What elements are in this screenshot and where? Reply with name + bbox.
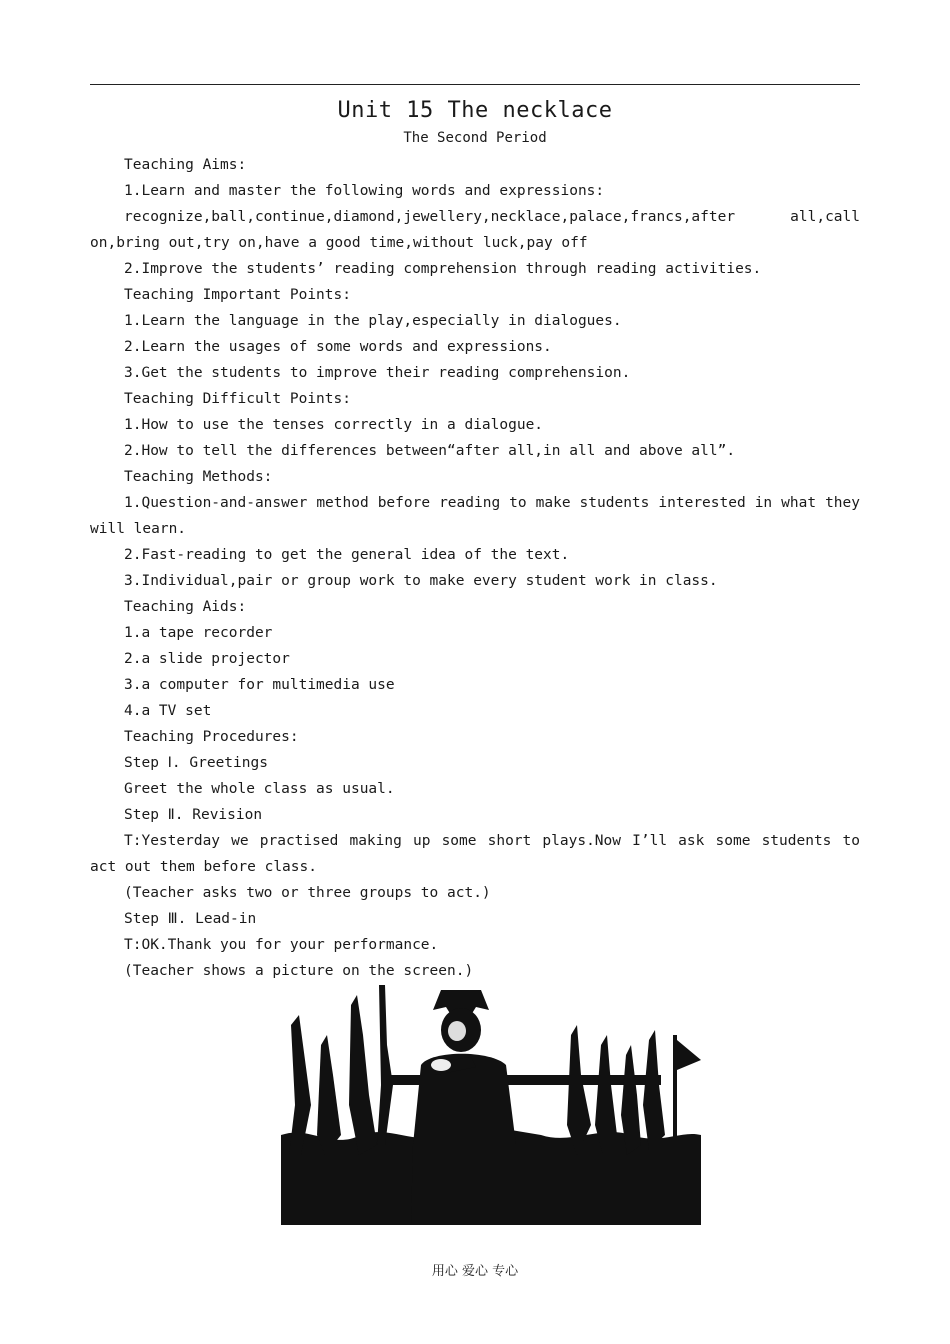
- list-item: 3.Get the students to improve their reading comprehension.: [124, 365, 631, 381]
- section-heading: Teaching Important Points:: [124, 287, 351, 303]
- step-heading: Step Ⅱ. Revision: [124, 807, 263, 823]
- page-footer: 用心 爱心 专心: [431, 1264, 519, 1279]
- list-item: 3.Individual,pair or group work to make every student work in class.: [124, 573, 718, 589]
- section-heading: Teaching Methods:: [124, 469, 273, 485]
- lesson-body: [90, 152, 860, 984]
- step-heading: Step Ⅲ. Lead-in: [124, 911, 257, 927]
- header-rule: [90, 84, 860, 85]
- section-heading: Teaching Procedures:: [124, 729, 299, 745]
- list-item: 4.a TV set: [124, 703, 212, 719]
- word-list-part: all,call: [790, 209, 860, 225]
- list-item: 1.Learn and master the following words and expressions:: [124, 183, 605, 199]
- list-item: 2.Improve the students’ reading comprehension through reading activities.: [124, 261, 762, 277]
- list-item: 3.a computer for multimedia use: [124, 677, 395, 693]
- page-title: Unit 15 The necklace: [337, 98, 613, 123]
- section-heading: Teaching Difficult Points:: [124, 391, 351, 407]
- list-item: 1.Learn the language in the play,especially in dialogues.: [124, 313, 622, 329]
- list-item: 2.a slide projector: [124, 651, 290, 667]
- word-list-part: recognize,ball,continue,diamond,jewellery,necklace,palace,francs,after: [124, 209, 736, 225]
- list-item: 1.a tape recorder: [124, 625, 273, 641]
- paragraph: (Teacher shows a picture on the screen.): [124, 963, 474, 979]
- paragraph: Greet the whole class as usual.: [124, 781, 395, 797]
- section-heading: Teaching Aims:: [124, 157, 247, 173]
- step-heading: Step Ⅰ. Greetings: [124, 755, 268, 771]
- list-item: 2.How to tell the differences between“after all,in all and above all”.: [124, 443, 736, 459]
- list-item: 2.Learn the usages of some words and expressions.: [124, 339, 552, 355]
- list-item: 1.Question-and-answer method before reading to make students interested in what they will learn.: [90, 495, 860, 537]
- list-item: 2.Fast-reading to get the general idea of the text.: [124, 547, 570, 563]
- paragraph: (Teacher asks two or three groups to act.): [124, 885, 491, 901]
- word-list-line: [90, 204, 860, 230]
- illustration-image: [281, 985, 701, 1225]
- word-list-continuation: on,bring out,try on,have a good time,without luck,pay off: [90, 235, 588, 251]
- paragraph: T:OK.Thank you for your performance.: [124, 937, 439, 953]
- page-subtitle: The Second Period: [403, 130, 547, 146]
- section-heading: Teaching Aids:: [124, 599, 247, 615]
- list-item: 1.How to use the tenses correctly in a dialogue.: [124, 417, 544, 433]
- paragraph: T:Yesterday we practised making up some short plays.Now I’ll ask some students to act out them before class.: [90, 833, 860, 875]
